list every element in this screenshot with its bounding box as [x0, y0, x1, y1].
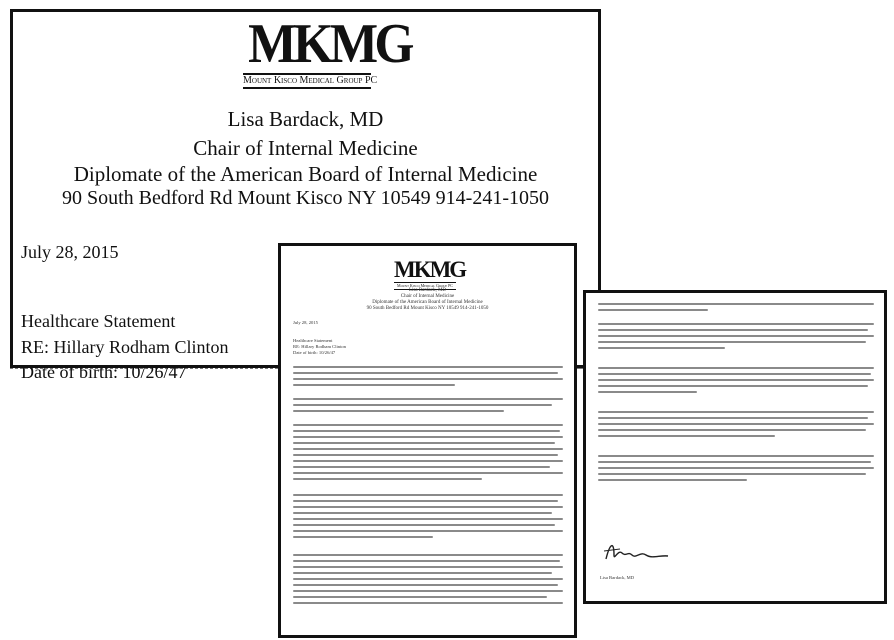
mkmg-logo: [243, 13, 411, 90]
body-paragraph: [598, 411, 874, 441]
letter-page-2: [583, 290, 887, 604]
letter-page-1: [278, 243, 577, 638]
mkmg-logo-small: [394, 257, 466, 291]
doctor-diplomate: Diplomate of the American Board of Internal Medicine: [372, 300, 483, 305]
logo-mark: MKMG: [394, 257, 466, 282]
logo-mark: MKMG: [248, 13, 411, 75]
clinic-address: 90 South Bedford Rd Mount Kisco NY 10549 914-241-1050: [366, 306, 489, 311]
clinic-address: 90 South Bedford Rd Mount Kisco NY 10549 914-241-1050: [61, 187, 550, 209]
letter-date: July 28, 2015: [21, 242, 119, 262]
body-paragraph: [293, 366, 563, 390]
body-paragraph: [293, 424, 563, 484]
letter-date: July 28, 2015: [293, 320, 318, 325]
body-paragraph: [293, 398, 563, 416]
letter-subject: Healthcare Statement: [21, 311, 176, 331]
letter-re: RE: Hillary Rodham Clinton: [293, 344, 346, 349]
doctor-name: Lisa Bardack, MD: [227, 107, 384, 131]
body-paragraph: [598, 323, 874, 353]
body-paragraph: [598, 303, 874, 315]
doctor-title: Chair of Internal Medicine: [400, 294, 455, 299]
doctor-title: Chair of Internal Medicine: [193, 136, 418, 160]
body-paragraph: [293, 554, 563, 608]
body-paragraph: [293, 494, 563, 542]
logo-rule: [243, 87, 371, 89]
logo-subtitle: Mount Kisco Medical Group PC: [243, 75, 378, 86]
signature: [600, 537, 670, 572]
signature-name: Lisa Bardack, MD: [600, 575, 635, 580]
doctor-name: Lisa Bardack, MD: [408, 288, 447, 293]
letter-subject: Healthcare Statement: [293, 338, 333, 343]
logo-subtitle: Mount Kisco Medical Group PC: [397, 283, 453, 288]
letter-dob: Date of birth: 10/26/47: [293, 350, 336, 355]
body-paragraph: [598, 455, 874, 485]
letter-re: RE: Hillary Rodham Clinton: [21, 337, 229, 357]
doctor-diplomate: Diplomate of the American Board of Internal Medicine: [73, 162, 538, 186]
letter-dob: Date of birth: 10/26/47: [21, 362, 187, 382]
body-paragraph: [598, 367, 874, 397]
